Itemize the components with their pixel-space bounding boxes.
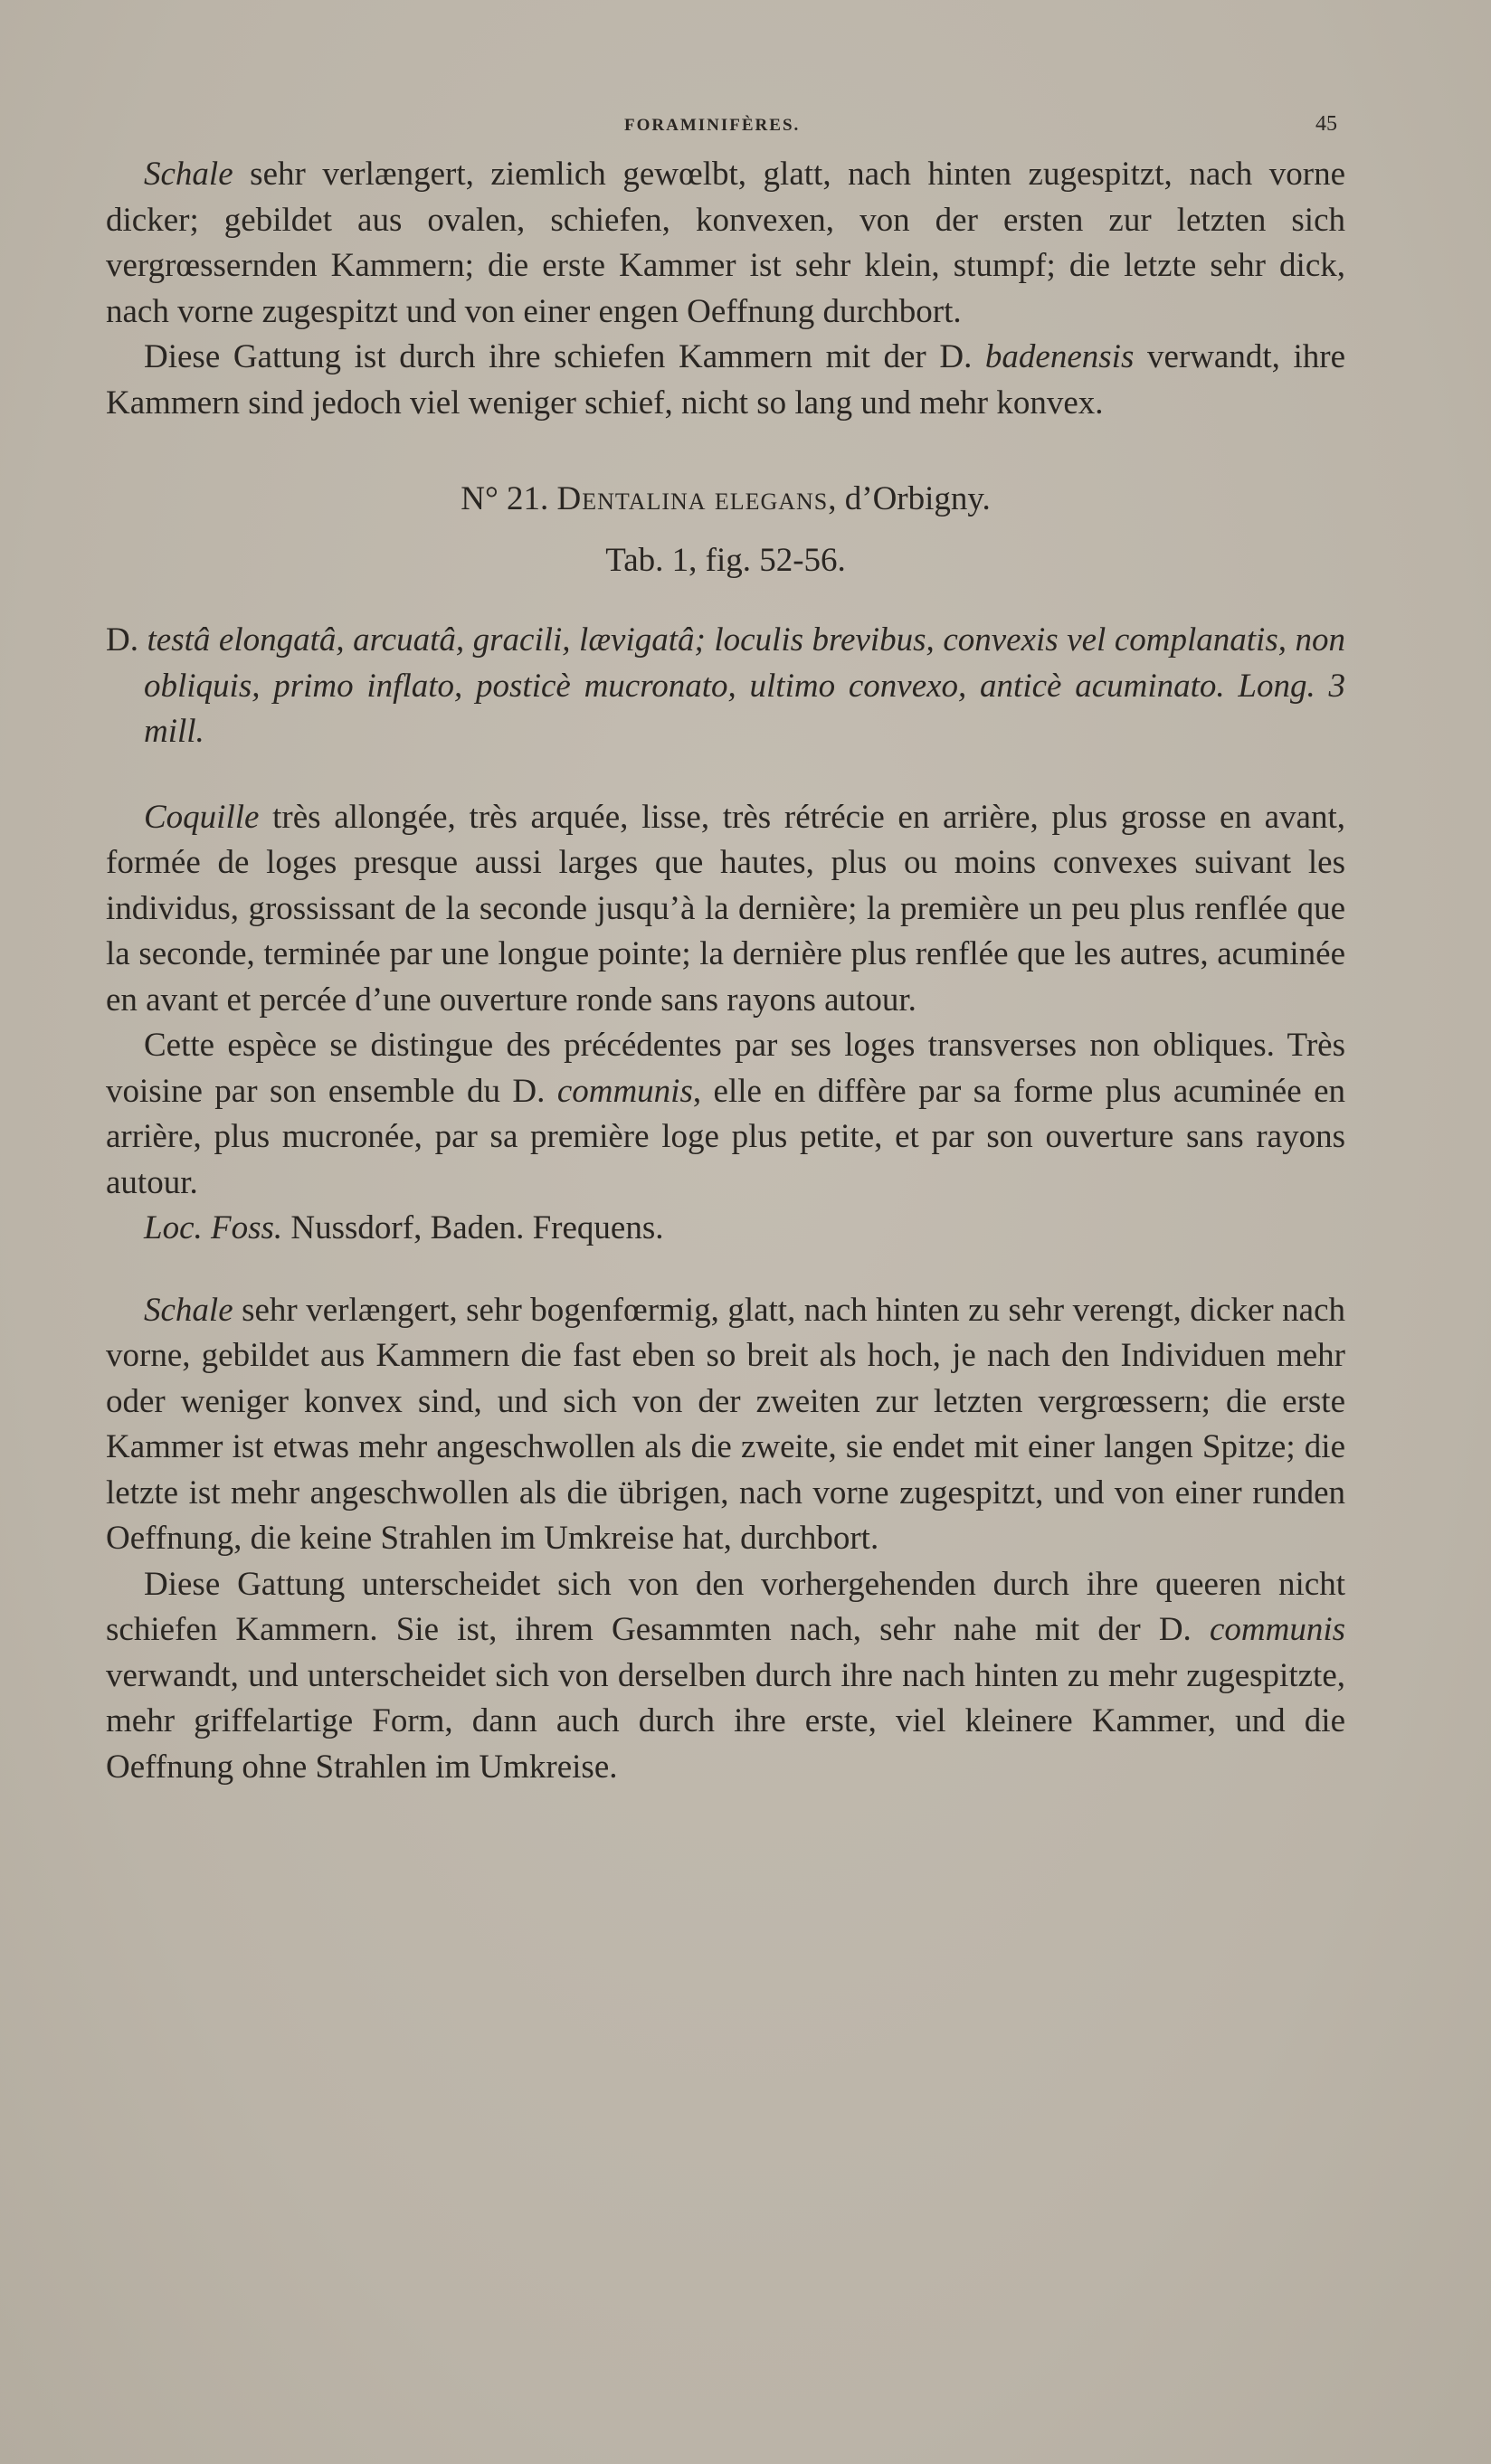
paragraph-text: verwandt, und unterscheidet sich von derselben durch ihre nach hinten zu mehr zugespitzte, mehr griffelartige Form, dann auch durch ihre erste, viel kleinere Kammer, und die Oeffnung ohne Strahlen im Umkreise. bbox=[106, 1656, 1345, 1786]
locality-label: Loc. Foss. bbox=[144, 1209, 283, 1246]
paragraph-text: très allongée, très arquée, lisse, très rétrécie en arrière, plus grosse en avant, formée de loges presque aussi larges que hautes, plus ou moins convexes suivant les individus, grossissant de la seconde jusqu’à la dernière; la première un peu plus renflée que la seconde, terminée par une longue pointe; la dernière plus renflée que les autres, acuminée en avant et percée d’une ouverture ronde sans rayons autour. bbox=[106, 798, 1345, 1019]
fossil-locality bbox=[106, 1206, 1345, 1252]
species-name: communis bbox=[1209, 1611, 1345, 1648]
species-epithet: elegans bbox=[714, 480, 829, 517]
paragraph-text: Cette espèce se distingue des précédentes par ses loges transverses non obliques. Très voisine par son ensemble du D. bbox=[106, 1027, 1345, 1110]
species-number: N° 21. bbox=[461, 480, 549, 517]
german-comparison-2 bbox=[106, 1562, 1345, 1791]
latin-diagnosis bbox=[106, 618, 1345, 755]
genus-abbreviation: D. bbox=[106, 621, 138, 659]
paragraph-text: Diese Gattung unterscheidet sich von den vorhergehenden durch ihre queeren nicht schiefen Kammern. Sie ist, ihrem Gesammten nach, sehr nahe mit der D. bbox=[106, 1565, 1345, 1648]
french-comparison bbox=[106, 1023, 1345, 1206]
german-comparison-1 bbox=[106, 335, 1345, 426]
species-name: communis bbox=[556, 1072, 693, 1110]
species-heading bbox=[106, 477, 1345, 522]
paragraph-text: Diese Gattung ist durch ihre schiefen Kammern mit der D. bbox=[144, 338, 985, 375]
species-name: badenensis bbox=[984, 338, 1135, 375]
locality-text: Nussdorf, Baden. Frequens. bbox=[282, 1209, 664, 1246]
paragraph-text: verwandt, ihre Kammern sind jedoch viel weniger schief, nicht so lang und mehr konvex. bbox=[106, 338, 1345, 422]
term-schale: Schale bbox=[144, 1291, 233, 1329]
running-head: FORAMINIFÈRES. bbox=[624, 116, 801, 135]
paragraph-text: sehr verlængert, ziemlich gewœlbt, glatt, nach hinten zugespitzt, nach vorne dicker; gebildet aus ovalen, schiefen, konvexen, von der ersten zur letzten sich vergrœssernden Kammern; die erste Kammer ist sehr klein, stumpf; die letzte sehr dick, nach vorne zugespitzt und von einer engen Oeffnung durchbort. bbox=[106, 156, 1345, 330]
paragraph-text: sehr verlængert, sehr bogenfœrmig, glatt, nach hinten zu sehr verengt, dicker nach vorne, gebildet aus Kammern die fast eben so breit als hoch, je nach den Individuen mehr oder weniger konvex sind, und sich von der zweiten zur letzten vergrœssern; die erste Kammer ist etwas mehr angeschwollen als die zweite, sie endet mit einer langen Spitze; die letzte ist mehr angeschwollen als die übrigen, nach vorne zugespitzt, und von einer runden Oeffnung, die keine Strahlen im Umkreise hat, durchbort. bbox=[106, 1291, 1345, 1557]
page-number: 45 bbox=[1315, 112, 1337, 136]
german-description-2 bbox=[106, 1288, 1345, 1562]
term-coquille: Coquille bbox=[144, 798, 260, 836]
genus-name: Dentalina bbox=[556, 480, 707, 517]
german-description-1 bbox=[106, 152, 1345, 335]
paragraph-text: , elle en diffère par sa forme plus acuminée en arrière, plus mucronée, par sa première loge plus petite, et par son ouverture sans rayons autour. bbox=[106, 1072, 1345, 1201]
french-description bbox=[106, 795, 1345, 1024]
plate-reference: Tab. 1, fig. 52-56. bbox=[605, 542, 846, 579]
term-schale: Schale bbox=[144, 156, 233, 193]
page-header bbox=[0, 112, 1491, 148]
species-author: , d’Orbigny. bbox=[828, 480, 991, 517]
diagnosis-text: testâ elongatâ, arcuatâ, gracili, lævigatâ; loculis brevibus, convexis vel complanatis, non obliquis, primo inflato, posticè mucronato, ultimo convexo, anticè acuminato. Long. 3 mill. bbox=[138, 621, 1345, 750]
page-body bbox=[106, 152, 1345, 1790]
